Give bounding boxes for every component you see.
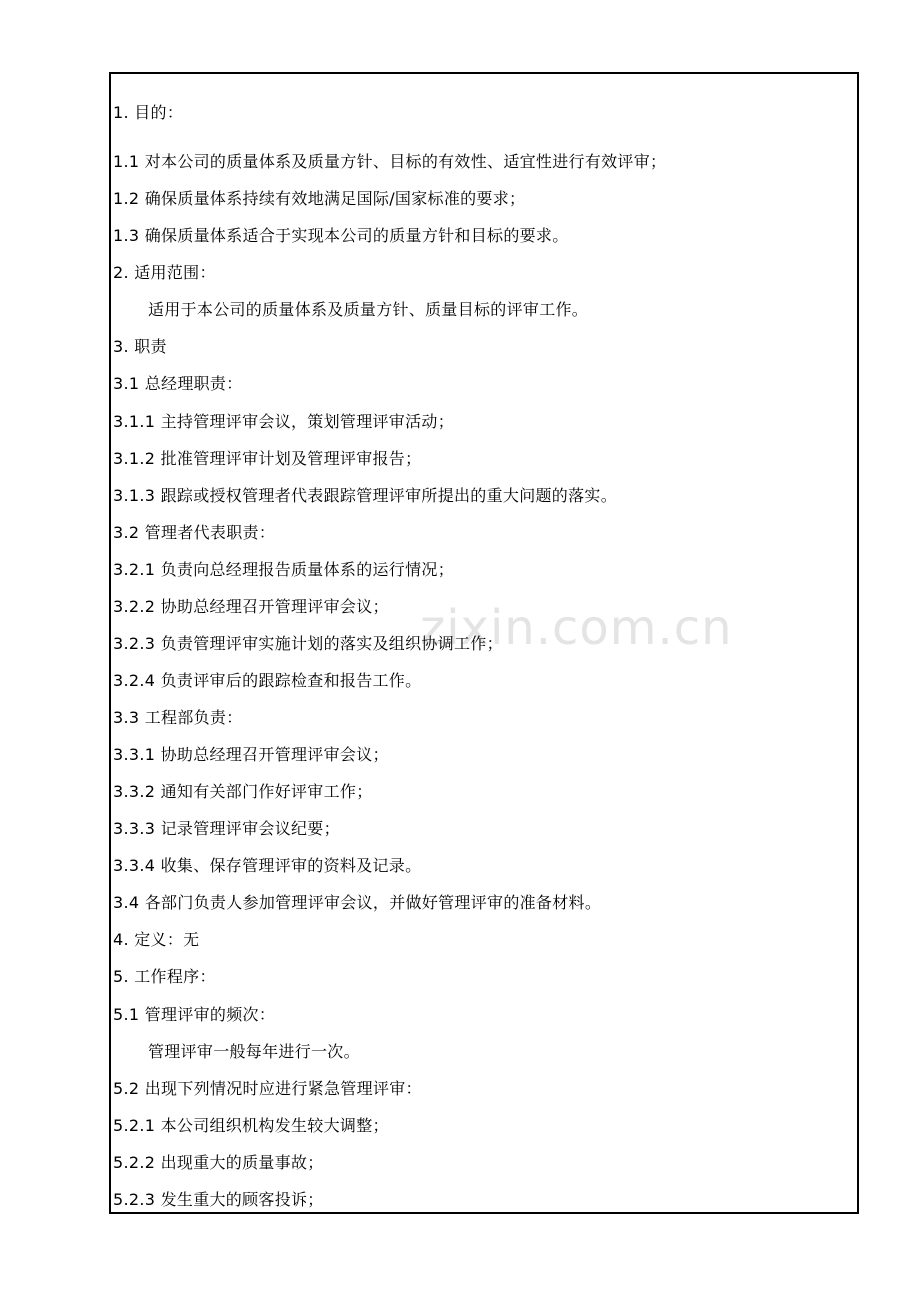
list-item: 3.1.1 主持管理评审会议，策划管理评审活动； [113, 412, 454, 431]
list-item: 3.1 总经理职责： [113, 374, 243, 393]
list-item: 3.3 工程部负责： [113, 708, 243, 727]
list-item: 5.1 管理评审的频次： [113, 1005, 276, 1024]
list-item: 5.2.1 本公司组织机构发生较大调整； [113, 1116, 389, 1135]
list-item: 3.3.3 记录管理评审会议纪要； [113, 819, 340, 838]
list-item: 3.3.4 收集、保存管理评审的资料及记录。 [113, 856, 422, 875]
list-item: 3.2.1 负责向总经理报告质量体系的运行情况； [113, 560, 454, 579]
heading-definition: 4. 定义：无 [113, 930, 200, 949]
heading-responsibilities: 3. 职责 [113, 337, 167, 356]
list-item: 3.2.4 负责评审后的跟踪检查和报告工作。 [113, 671, 422, 690]
heading-purpose: 1. 目的： [113, 103, 184, 122]
paragraph-scope: 适用于本公司的质量体系及质量方针、质量目标的评审工作。 [148, 300, 589, 319]
list-item: 3.1.2 批准管理评审计划及管理评审报告； [113, 449, 422, 468]
list-item: 5.2.3 发生重大的顾客投诉； [113, 1190, 324, 1209]
list-item: 1.2 确保质量体系持续有效地满足国际/国家标准的要求； [113, 189, 526, 208]
list-item: 1.1 对本公司的质量体系及质量方针、目标的有效性、适宜性进行有效评审； [113, 152, 667, 171]
list-item: 5.2.2 出现重大的质量事故； [113, 1153, 324, 1172]
watermark: zixin.com.cn [420, 600, 733, 656]
list-item: 5.2 出现下列情况时应进行紧急管理评审： [113, 1079, 422, 1098]
list-item: 3.3.1 协助总经理召开管理评审会议； [113, 745, 389, 764]
paragraph-frequency: 管理评审一般每年进行一次。 [148, 1042, 360, 1061]
list-item: 3.4 各部门负责人参加管理评审会议，并做好管理评审的准备材料。 [113, 893, 602, 912]
list-item: 3.1.3 跟踪或授权管理者代表跟踪管理评审所提出的重大问题的落实。 [113, 486, 617, 505]
list-item: 3.2.3 负责管理评审实施计划的落实及组织协调工作； [113, 634, 503, 653]
list-item: 3.2 管理者代表职责： [113, 523, 276, 542]
heading-scope: 2. 适用范围： [113, 263, 216, 282]
list-item: 1.3 确保质量体系适合于实现本公司的质量方针和目标的要求。 [113, 226, 569, 245]
list-item: 3.2.2 协助总经理召开管理评审会议； [113, 597, 389, 616]
heading-procedure: 5. 工作程序： [113, 967, 216, 986]
list-item: 3.3.2 通知有关部门作好评审工作； [113, 782, 373, 801]
